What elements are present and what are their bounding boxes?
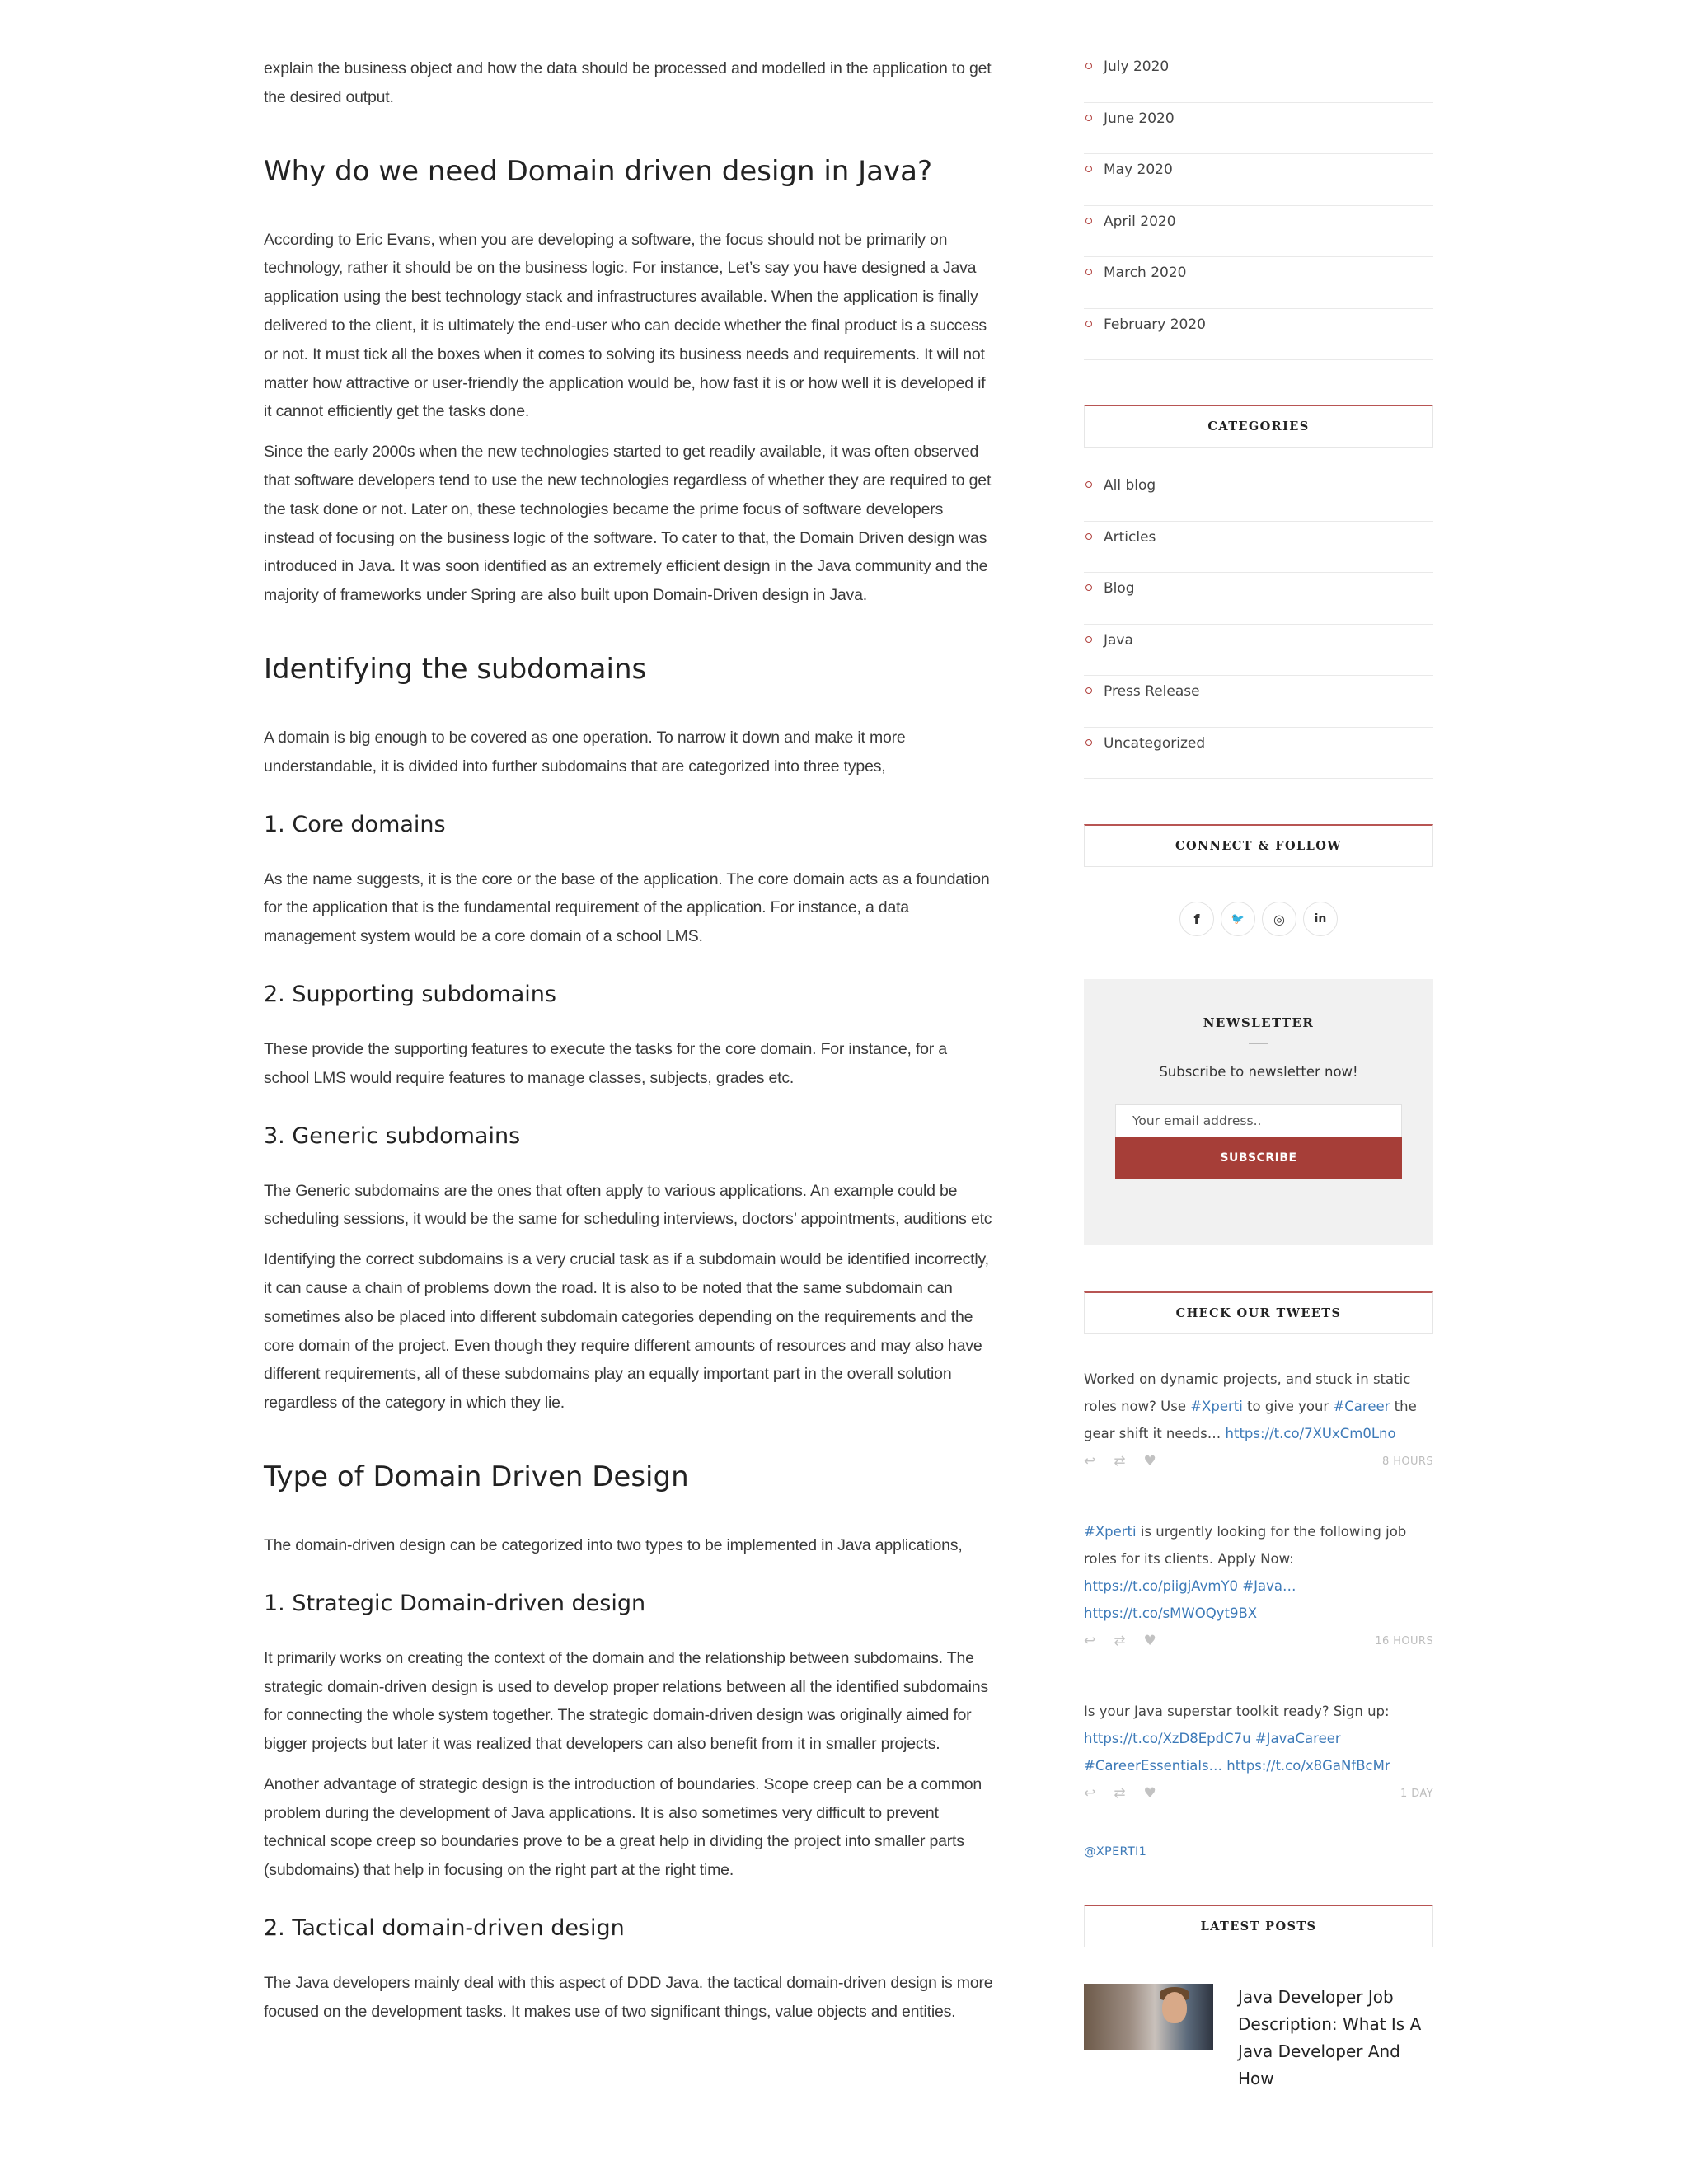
hashtag-link[interactable]: #CareerEssentials…	[1084, 1758, 1223, 1774]
post-title-link[interactable]: Java Developer Job Description: What Is A Java Developer And How	[1238, 1987, 1422, 2088]
bullet-icon	[1085, 321, 1092, 327]
retweet-icon[interactable]: ⇄	[1114, 1452, 1126, 1469]
reply-icon[interactable]: ↩	[1084, 1784, 1096, 1802]
email-field[interactable]	[1115, 1104, 1402, 1137]
bullet-icon	[1085, 584, 1092, 591]
hashtag-link[interactable]: #Career	[1333, 1399, 1390, 1414]
hashtag-link[interactable]: #JavaCareer	[1254, 1731, 1341, 1746]
tweet-text: is urgently looking for the following job roles for its clients. Apply Now:	[1084, 1524, 1407, 1567]
category-item[interactable]: Uncategorized	[1084, 728, 1433, 780]
paragraph: As the name suggests, it is the core or the base of the application. The core domain acts as a foundation for the application that is the fundamental requirement of the application. For instance, a data management system would be a core domain of a school LMS.	[264, 869, 990, 946]
tweet-text: Worked on dynamic projects, and stuck in static roles now? Use	[1084, 1371, 1411, 1414]
twitter-icon[interactable]: 🐦	[1221, 902, 1255, 936]
bullet-icon	[1085, 687, 1092, 694]
tweet-actions	[1084, 1632, 1433, 1650]
hashtag-link[interactable]: #Xperti	[1190, 1399, 1243, 1414]
paragraph: The domain-driven design can be categorized into two types to be implemented in Java applications,	[264, 1535, 963, 1554]
tweet	[1084, 1518, 1433, 1650]
tweet-url-link[interactable]: https://t.co/7XUxCm0Lno	[1225, 1426, 1396, 1441]
twitter-handle-link[interactable]: @XPERTI1	[1084, 1845, 1147, 1858]
archive-item[interactable]: May 2020	[1084, 154, 1433, 206]
retweet-icon[interactable]: ⇄	[1114, 1784, 1126, 1802]
social-links	[1084, 902, 1433, 936]
hashtag-link[interactable]: #Xperti	[1084, 1524, 1137, 1540]
bullet-icon	[1085, 166, 1092, 172]
category-item[interactable]: Blog	[1084, 573, 1433, 625]
paragraph: Since the early 2000s when the new technologies started to get readily available, it was often observed that software developers tend to use the new technologies regardless of whether they are required to get the task done or not. Later on, these technologies became the prime focus of software developers instead of focusing on the business logic of the software. To cater to that, the Domain Driven design was introduced in Java. It was soon identified as an extremely efficient design in the Java community and the majority of frameworks under Spring are also built upon Domain-Driven design in Java.	[264, 443, 992, 605]
category-item[interactable]: All blog	[1084, 470, 1433, 522]
archive-item[interactable]: March 2020	[1084, 257, 1433, 309]
tweet-url-link[interactable]: https://t.co/x8GaNfBcMr	[1226, 1758, 1390, 1774]
archive-list	[1084, 51, 1433, 360]
paragraph: Another advantage of strategic design is the introduction of boundaries. Scope creep can be a common problem during the development of Java applications. It is also sometimes very difficult to prevent technical scope creep so boundaries prove to be a great help in dividing the project into smaller parts (subdomains) that help in focusing on the right part at the right time.	[264, 1774, 982, 1880]
archive-item[interactable]: April 2020	[1084, 206, 1433, 258]
bullet-icon	[1085, 739, 1092, 746]
category-item[interactable]: Press Release	[1084, 676, 1433, 728]
heading-strategic: 1. Strategic Domain-driven design	[264, 1590, 646, 1616]
tweets-title: CHECK OUR TWEETS	[1084, 1291, 1433, 1334]
tweet-actions	[1084, 1784, 1433, 1802]
paragraph: It primarily works on creating the context of the domain and the relationship between subdomains. The strategic domain-driven design is used to develop proper relations between all the identified subdomains for connecting the whole system together. The strategic domain-driven design was originally aimed for bigger projects but later it was realized that developers can also benefit from it in smaller projects.	[264, 1648, 988, 1754]
heading-generic: 3. Generic subdomains	[264, 1122, 521, 1149]
heading-identify: Identifying the subdomains	[264, 652, 647, 686]
newsletter-widget	[1084, 979, 1433, 1245]
tweet-text: to give your	[1242, 1399, 1334, 1414]
tweet-actions	[1084, 1452, 1433, 1470]
thumbnail-face	[1162, 1992, 1187, 2023]
category-item[interactable]: Articles	[1084, 522, 1433, 574]
archive-item[interactable]: June 2020	[1084, 103, 1433, 155]
heading-support: 2. Supporting subdomains	[264, 981, 556, 1007]
categories-title: CATEGORIES	[1084, 405, 1433, 448]
hashtag-link[interactable]: #Java…	[1242, 1578, 1296, 1594]
intro-paragraph: explain the business object and how the data should be processed and modelled in the application to get the desired output.	[264, 59, 992, 106]
bullet-icon	[1085, 115, 1092, 121]
tweet-text: Is your Java superstar toolkit ready? Sign up:	[1084, 1704, 1390, 1719]
bullet-icon	[1085, 481, 1092, 488]
archive-item[interactable]: July 2020	[1084, 51, 1433, 103]
tweet-text: the gear shift it needs…	[1084, 1399, 1417, 1441]
paragraph: Identifying the correct subdomains is a very crucial task as if a subdomain would be identified incorrectly, it can cause a chain of problems down the road. It is also to be noted that the same subdomain can sometimes also be placed into different subdomain categories depending on the requirements and the core domain of the project. Even though they require different amounts of resources and may also have different requirements, all of these subdomains play an equally important part in the overall solution regardless of the category in which they lie.	[264, 1250, 989, 1413]
reply-icon[interactable]: ↩	[1084, 1452, 1096, 1469]
latest-post-item[interactable]	[1084, 1984, 1433, 2088]
paragraph: A domain is big enough to be covered as one operation. To narrow it down and make it more understandable, it is divided into further subdomains that are categorized into three types,	[264, 728, 906, 776]
tweet-time: 1 DAY	[1400, 1787, 1433, 1800]
paragraph: The Java developers mainly deal with this aspect of DDD Java. the tactical domain-driven design is more focused on the development tasks. It makes use of two significant things, value objects and entities.	[264, 1974, 993, 2021]
subscribe-button[interactable]: SUBSCRIBE	[1115, 1137, 1402, 1179]
retweet-icon[interactable]: ⇄	[1114, 1632, 1126, 1649]
connect-title: CONNECT & FOLLOW	[1084, 824, 1433, 867]
category-item[interactable]: Java	[1084, 625, 1433, 677]
heading-core: 1. Core domains	[264, 811, 446, 837]
paragraph: These provide the supporting features to execute the tasks for the core domain. For instance, for a school LMS would require features to manage classes, subjects, grades etc.	[264, 1039, 947, 1087]
heading-type: Type of Domain Driven Design	[264, 1460, 689, 1493]
article-content	[264, 54, 993, 2038]
tweet	[1084, 1698, 1433, 1802]
tweet-url-link[interactable]: https://t.co/XzD8EpdC7u	[1084, 1731, 1251, 1746]
tweet-url-link[interactable]: https://t.co/piigjAvmY0	[1084, 1578, 1239, 1594]
bullet-icon	[1085, 218, 1092, 224]
linkedin-icon[interactable]: in	[1303, 902, 1338, 936]
heart-icon[interactable]: ♥	[1143, 1784, 1156, 1802]
facebook-icon[interactable]: f	[1179, 902, 1214, 936]
heading-tactical: 2. Tactical domain-driven design	[264, 1915, 625, 1942]
tweet-url-link[interactable]: https://t.co/sMWOQyt9BX	[1084, 1605, 1258, 1621]
bullet-icon	[1085, 533, 1092, 540]
newsletter-title: NEWSLETTER	[1203, 1015, 1315, 1030]
latest-posts-title: LATEST POSTS	[1084, 1905, 1433, 1947]
heart-icon[interactable]: ♥	[1143, 1452, 1156, 1469]
sidebar	[1084, 51, 1433, 2088]
tweet-time: 8 HOURS	[1381, 1455, 1433, 1468]
divider	[1249, 1043, 1268, 1044]
tweet	[1084, 1366, 1433, 1470]
bullet-icon	[1085, 269, 1092, 275]
paragraph: The Generic subdomains are the ones that often apply to various applications. An example could be scheduling sessions, it would be the same for scheduling interviews, doctors’ appointments, auditions etc	[264, 1181, 992, 1229]
bullet-icon	[1085, 63, 1092, 69]
paragraph: According to Eric Evans, when you are developing a software, the focus should not be primarily on technology, rather it should be on the business logic. For instance, Let’s say you have designed a Java application using the best technology stack and infrastructures available. When the application is finally delivered to the client, it is ultimately the end-user who can decide whether the final product is a success or not. It must tick all the boxes when it comes to solving its business needs and requirements. It will not matter how attractive or user-friendly the application would be, how fast it is or how well it is developed if it cannot efficiently get the tasks done.	[264, 230, 987, 421]
archive-item[interactable]: February 2020	[1084, 309, 1433, 361]
newsletter-text: Subscribe to newsletter now!	[1159, 1064, 1358, 1080]
heading-why: Why do we need Domain driven design in Java?	[264, 154, 933, 188]
reply-icon[interactable]: ↩	[1084, 1632, 1096, 1649]
bullet-icon	[1085, 636, 1092, 643]
post-thumbnail[interactable]	[1084, 1984, 1213, 2050]
tweet-time: 16 HOURS	[1375, 1634, 1433, 1647]
categories-list	[1084, 470, 1433, 779]
instagram-icon[interactable]: ◎	[1262, 902, 1296, 936]
heart-icon[interactable]: ♥	[1143, 1632, 1156, 1649]
